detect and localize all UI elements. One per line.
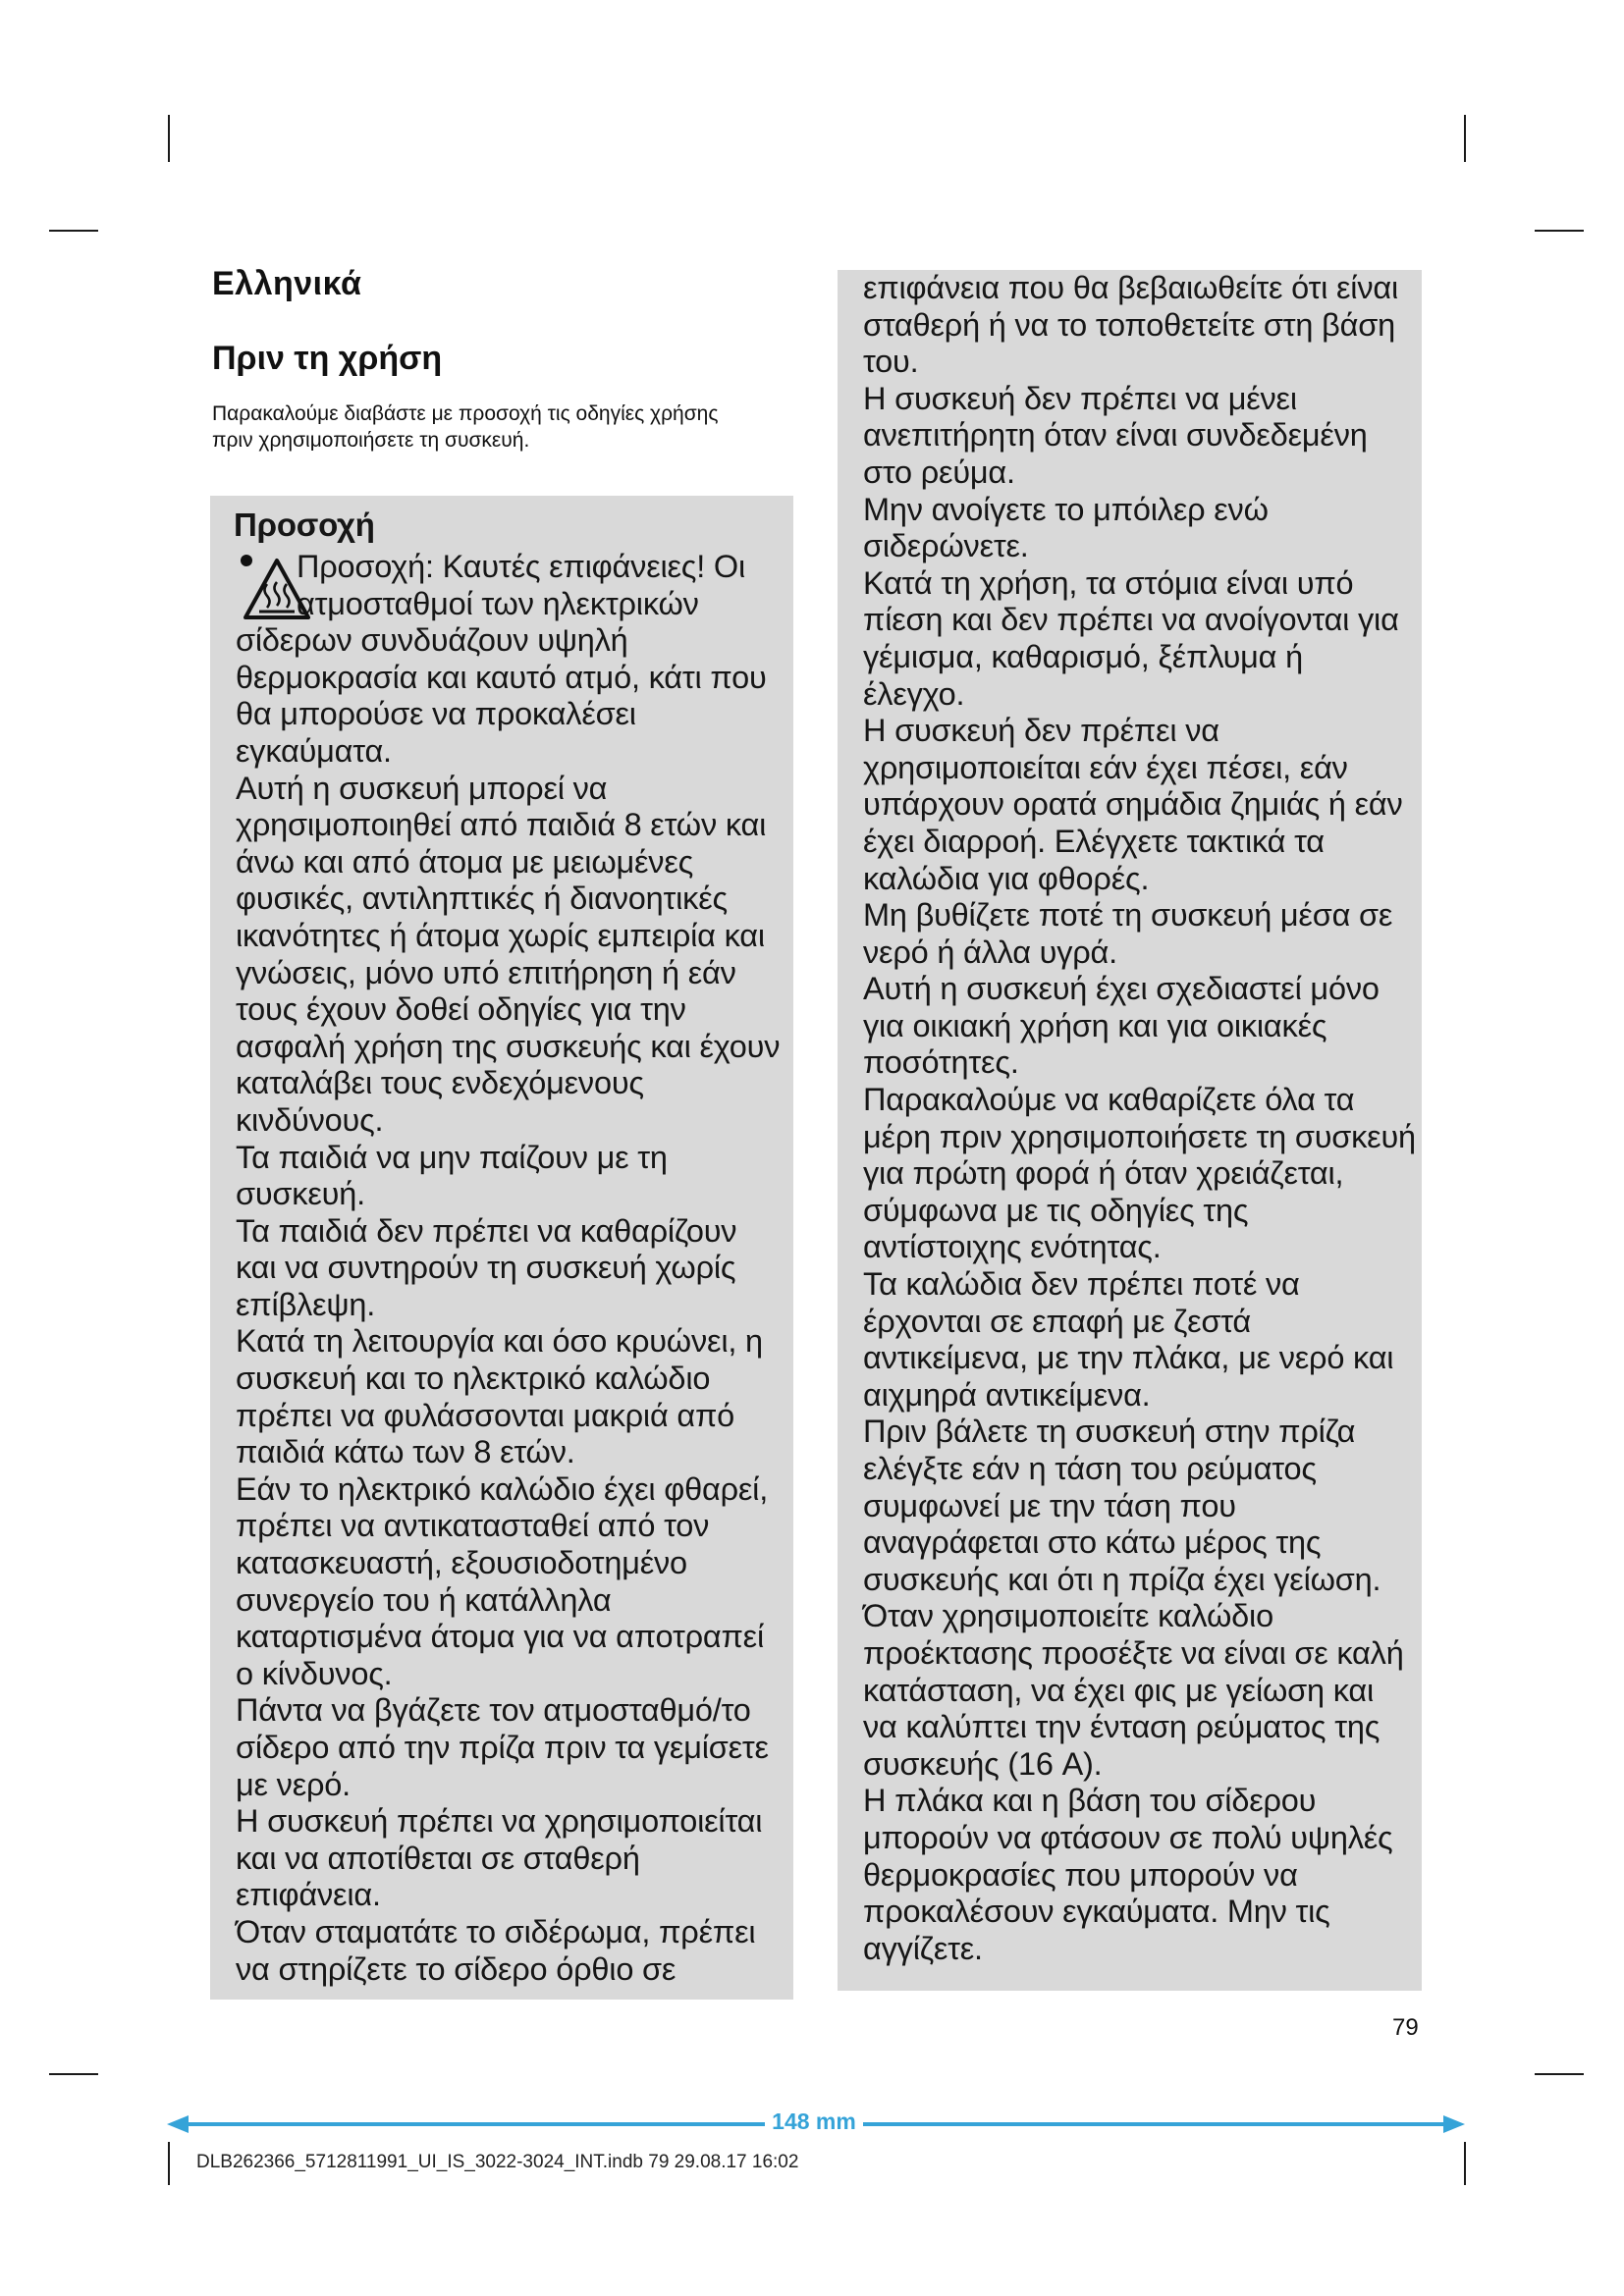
text-line: και να αποτίθεται σε σταθερή <box>236 1840 640 1876</box>
text-line: υπάρχουν ορατά σημάδια ζημιάς ή εάν <box>863 786 1403 823</box>
text-line: νερό ή άλλα υγρά. <box>863 934 1117 970</box>
text-line: συσκευής και ότι η πρίζα έχει γείωση. <box>863 1561 1381 1597</box>
text-line: Μην ανοίγετε το μπόιλερ ενώ <box>863 491 1269 527</box>
text-line: σύμφωνα με τις οδηγίες της <box>863 1192 1249 1228</box>
text-line: ικανότητες ή άτομα χωρίς εμπειρία και <box>236 917 765 953</box>
text-line: συνεργείο του ή κατάλληλα <box>236 1581 612 1618</box>
text-line: συσκευή. <box>236 1176 365 1212</box>
text-line: πίεση και δεν πρέπει να ανοίγονται για <box>863 602 1399 638</box>
text-line: Αυτή η συσκευή έχει σχεδιαστεί μόνο <box>863 971 1380 1007</box>
text-line: για πρώτη φορά ή όταν χρειάζεται, <box>863 1155 1344 1192</box>
text-line: σίδερων συνδυάζουν υψηλή <box>236 622 628 659</box>
text-line: να καλύπτει την ένταση ρεύματος της <box>863 1709 1380 1745</box>
text-line: Η συσκευή δεν πρέπει να <box>863 713 1219 749</box>
text-line: φυσικές, αντιληπτικές ή διανοητικές <box>236 881 728 917</box>
crop-mark-bottom-left <box>168 2142 170 2185</box>
footer-slug: DLB262366_5712811991_UI_IS_3022-3024_INT.indb 79 29.08.17 16:02 <box>196 2152 799 2172</box>
text-line: μέρη πριν χρησιμοποιήσετε τη συσκευή <box>863 1118 1416 1154</box>
text-line: Η συσκευή δεν πρέπει να μένει <box>863 380 1297 416</box>
text-line: έλεγχο. <box>863 675 965 712</box>
text-line: κατασκευαστή, εξουσιοδοτημένο <box>236 1545 687 1581</box>
text-line: ατμοσταθμοί των ηλεκτρικών <box>297 585 699 621</box>
language-heading: Ελληνικά <box>212 265 362 302</box>
arrow-right-icon <box>1443 2115 1465 2133</box>
text-line: παιδιά κάτω των 8 ετών. <box>236 1434 575 1470</box>
text-line: θερμοκρασίες που μπορούν να <box>863 1856 1298 1893</box>
text-line: συμφωνεί με την τάση που <box>863 1487 1236 1523</box>
text-line: γνώσεις, μόνο υπό επιτήρηση ή εάν <box>236 954 736 990</box>
text-line: ανεπιτήρητη όταν είναι συνδεδεμένη <box>863 417 1368 454</box>
text-line: προέκτασης προσέξτε να είναι σε καλή <box>863 1634 1404 1671</box>
text-line: έχει διαρροή. Ελέγχετε τακτικά τα <box>863 823 1325 859</box>
text-line: γέμισμα, καθαρισμό, ξέπλυμα ή <box>863 638 1303 674</box>
text-line: του. <box>863 344 919 380</box>
text-line: πρέπει να φυλάσσονται μακριά από <box>236 1397 735 1433</box>
text-line: Παρακαλούμε να καθαρίζετε όλα τα <box>863 1082 1355 1118</box>
hot-surface-warning <box>236 549 787 622</box>
text-line: να στηρίζετε το σίδερο όρθιο σε <box>236 1950 677 1987</box>
text-line: Η πλάκα και η βάση του σίδερου <box>863 1783 1317 1819</box>
text-line: Εάν το ηλεκτρικό καλώδιο έχει φθαρεί, <box>236 1470 769 1507</box>
text-line: κατάσταση, να έχει φις με γείωση και <box>863 1672 1374 1708</box>
text-line: και να συντηρούν τη συσκευή χωρίς <box>236 1250 736 1286</box>
text-line: επιφάνεια που θα βεβαιωθείτε ότι είναι <box>863 270 1398 305</box>
text-line: αντικείμενα, με την πλάκα, με νερό και <box>863 1340 1394 1376</box>
text-line: ασφαλή χρήση της συσκευής και έχουν <box>236 1028 781 1064</box>
text-line: συσκευή και το ηλεκτρικό καλώδιο <box>236 1361 711 1397</box>
text-line: Η συσκευή πρέπει να χρησιμοποιείται <box>236 1803 763 1840</box>
text-line: θα μπορούσε να προκαλέσει <box>236 696 636 732</box>
text-line: καλώδια για φθορές. <box>863 860 1150 896</box>
dimension-label: 148 mm <box>765 2109 863 2135</box>
text-line: πρέπει να αντικατασταθεί από τον <box>236 1508 710 1544</box>
text-line: επιφάνεια. <box>236 1877 381 1913</box>
text-line: αναγράφεται στο κάτω μέρος της <box>863 1524 1322 1561</box>
text-line: καταρτισμένα άτομα για να αποτραπεί <box>236 1619 764 1655</box>
text-line: επίβλεψη. <box>236 1286 376 1322</box>
crop-mark-top-right <box>1464 115 1466 162</box>
text-line: Τα παιδιά δεν πρέπει να καθαρίζουν <box>236 1212 737 1249</box>
text-line: Προσοχή: Καυτές επιφάνειες! Οι <box>297 549 746 584</box>
text-line: καταλάβει τους ενδεχόμενους <box>236 1065 644 1101</box>
text-line: χρησιμοποιηθεί από παιδιά 8 ετών και <box>236 807 767 843</box>
text-line: ο κίνδυνος. <box>236 1655 393 1691</box>
text-line: Τα παιδιά να μην παίζουν με τη <box>236 1139 668 1175</box>
text-line: στο ρεύμα. <box>863 454 1015 490</box>
text-line: κινδύνους. <box>236 1101 384 1138</box>
text-line: σίδερο από την πρίζα πριν τα γεμίσετε <box>236 1730 769 1765</box>
text-line: Όταν σταματάτε το σιδέρωμα, πρέπει <box>236 1913 756 1949</box>
crop-mark-right-bottom <box>1535 2073 1584 2075</box>
text-line: για οικιακή χρήση και για οικιακές <box>863 1007 1327 1043</box>
text-line: χρησιμοποιείται εάν έχει πέσει, εάν <box>863 749 1348 785</box>
crop-mark-top-left <box>168 115 170 162</box>
text-line: συσκευής (16 A). <box>863 1745 1103 1782</box>
caution-box-right <box>838 270 1422 1991</box>
crop-mark-left-top <box>49 230 98 232</box>
text-line: Πάντα να βγάζετε τον ατμοσταθμό/το <box>236 1692 751 1729</box>
text-line: εγκαύματα. <box>236 732 392 769</box>
text-line: αιχμηρά αντικείμενα. <box>863 1376 1151 1413</box>
text-line: άνω και από άτομα με μειωμένες <box>236 843 694 880</box>
text-line: ελέγξτε εάν η τάση του ρεύματος <box>863 1451 1317 1486</box>
text-line: Όταν χρησιμοποιείτε καλώδιο <box>863 1598 1273 1634</box>
text-line: αντίστοιχης ενότητας. <box>863 1229 1162 1265</box>
text-line: μπορούν να φτάσουν σε πολύ υψηλές <box>863 1819 1393 1855</box>
text-line: Αυτή η συσκευή μπορεί να <box>236 770 608 806</box>
text-line: σταθερή ή να το τοποθετείτε στη βάση <box>863 306 1395 343</box>
text-line: θερμοκρασία και καυτό ατμό, κάτι που <box>236 659 767 695</box>
text-line: Κατά τη χρήση, τα στόμια είναι υπό <box>863 564 1354 601</box>
intro-paragraph: Παρακαλούμε διαβάστε με προσοχή τις οδηγίες χρήσης πριν χρησιμοποιήσετε τη συσκευή. <box>212 402 719 452</box>
text-line: έρχονται σε επαφή με ζεστά <box>863 1303 1251 1339</box>
crop-mark-bottom-right <box>1464 2142 1466 2185</box>
text-line: Μη βυθίζετε ποτέ τη συσκευή μέσα σε <box>863 897 1393 934</box>
page-number: 79 <box>1392 2014 1419 2041</box>
text-line: Τα καλώδια δεν πρέπει ποτέ να <box>863 1266 1300 1303</box>
text-line: τους έχουν δοθεί οδηγίες για την <box>236 991 686 1028</box>
text-line: ποσότητες. <box>863 1044 1019 1081</box>
text-line: με νερό. <box>236 1766 351 1802</box>
text-line: αγγίζετε. <box>863 1930 983 1966</box>
crop-mark-right-top <box>1535 230 1584 232</box>
caution-title: Προσοχή <box>234 507 375 543</box>
text-line: προκαλέσουν εγκαύματα. Μην τις <box>863 1894 1330 1930</box>
hot-surface-warning-icon <box>238 553 310 621</box>
text-line: Κατά τη λειτουργία και όσο κρυώνει, η <box>236 1323 763 1360</box>
arrow-left-icon <box>167 2115 189 2133</box>
text-line: σιδερώνετε. <box>863 528 1029 564</box>
text-line: Πριν βάλετε τη συσκευή στην πρίζα <box>863 1414 1356 1450</box>
crop-mark-left-bottom <box>49 2073 98 2075</box>
section-title: Πριν τη χρήση <box>212 340 443 377</box>
caution-box-left <box>210 496 793 2000</box>
